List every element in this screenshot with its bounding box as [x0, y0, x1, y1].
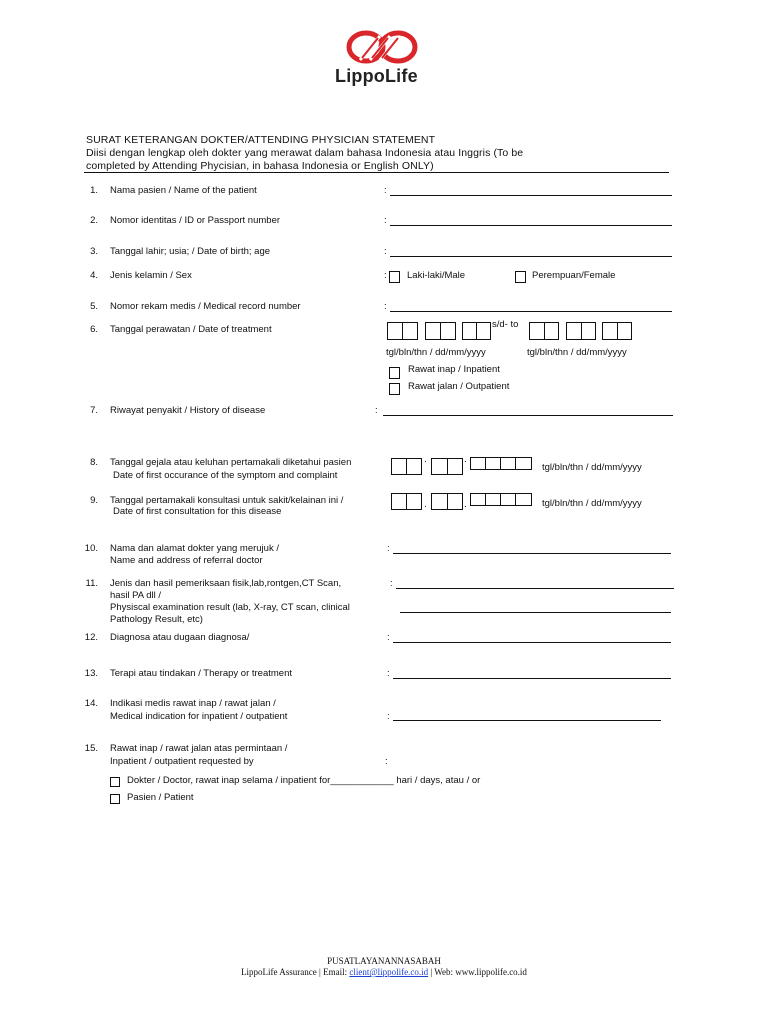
- box-divider: [581, 322, 582, 340]
- brand-name: LippoLife: [335, 66, 418, 86]
- box-divider: [485, 457, 486, 470]
- box-divider: [447, 493, 448, 510]
- examination-result-input-2[interactable]: [400, 612, 671, 613]
- female-checkbox[interactable]: [515, 271, 526, 283]
- instruction-line-2: completed by Attending Phycisian, in bahasa Indonesia or English ONLY): [86, 160, 434, 172]
- box-divider: [500, 457, 501, 470]
- date-separator-dot: .: [464, 499, 467, 510]
- medical-record-input[interactable]: [390, 311, 672, 312]
- box-divider: [515, 493, 516, 506]
- dob-age-input[interactable]: [390, 256, 672, 257]
- date-separator-dot: .: [464, 454, 467, 465]
- female-label: Perempuan/Female: [532, 270, 616, 281]
- field-label-en: Date of first occurance of the symptom and complaint: [113, 470, 338, 481]
- field-label-en: Name and address of referral doctor: [110, 555, 263, 566]
- colon: :: [385, 756, 388, 767]
- colon: :: [375, 405, 378, 416]
- field-label: Riwayat penyakit / History of disease: [110, 405, 266, 416]
- lippo-logo-mark-icon: [346, 30, 418, 64]
- field-number: 3.: [90, 246, 98, 257]
- consultation-year-box[interactable]: [470, 493, 532, 506]
- box-divider: [406, 458, 407, 475]
- field-label-en: Inpatient / outpatient requested by: [110, 756, 254, 767]
- patient-request-label: Pasien / Patient: [127, 792, 194, 803]
- colon: :: [384, 215, 387, 226]
- inpatient-checkbox[interactable]: [389, 367, 400, 379]
- field-number: 10.: [84, 543, 98, 554]
- doctor-request-checkbox[interactable]: [110, 777, 120, 787]
- field-number: 13.: [84, 668, 98, 679]
- header-divider: [84, 172, 669, 173]
- id-number-input[interactable]: [390, 225, 672, 226]
- colon: :: [384, 185, 387, 196]
- date-separator-dot: .: [424, 454, 427, 465]
- examination-result-input-1[interactable]: [396, 588, 674, 589]
- date-format-hint: tgl/bln/thn / dd/mm/yyyy: [542, 498, 642, 509]
- box-divider: [406, 493, 407, 510]
- field-label-line-3: Physiscal examination result (lab, X-ray, CT scan, clinical: [110, 602, 350, 613]
- field-label: Jenis kelamin / Sex: [110, 270, 192, 281]
- box-divider: [447, 458, 448, 475]
- therapy-input[interactable]: [393, 678, 671, 679]
- field-number: 14.: [84, 698, 98, 709]
- outpatient-label: Rawat jalan / Outpatient: [408, 381, 510, 392]
- colon: :: [390, 578, 393, 589]
- field-label: Jenis dan hasil pemeriksaan fisik,lab,rontgen,CT Scan,: [110, 578, 342, 589]
- field-label-en: Date of first consultation for this disease: [113, 506, 282, 517]
- field-label-line-4: Pathology Result, etc): [110, 614, 203, 625]
- diagnosis-input[interactable]: [393, 642, 671, 643]
- colon: :: [387, 711, 390, 722]
- date-format-hint: tgl/bln/thn / dd/mm/yyyy: [527, 347, 627, 358]
- field-number: 2.: [90, 215, 98, 226]
- field-number: 11.: [85, 578, 98, 589]
- date-separator-dot: .: [424, 499, 427, 510]
- date-range-separator: s/d- to: [492, 319, 519, 330]
- footer-company: LippoLife Assurance | Email:: [241, 967, 350, 977]
- date-format-hint: tgl/bln/thn / dd/mm/yyyy: [542, 462, 642, 473]
- field-label: Nama pasien / Name of the patient: [110, 185, 257, 196]
- box-divider: [515, 457, 516, 470]
- outpatient-checkbox[interactable]: [389, 383, 400, 395]
- field-label: Diagnosa atau dugaan diagnosa/: [110, 632, 250, 643]
- field-number: 5.: [90, 301, 98, 312]
- field-label-en: Medical indication for inpatient / outpatient: [110, 711, 288, 722]
- field-label: Tanggal pertamakali konsultasi untuk sakit/kelainan ini /: [110, 495, 344, 506]
- history-of-disease-input[interactable]: [383, 415, 673, 416]
- box-divider: [476, 322, 477, 340]
- footer-web: | Web: www.lippolife.co.id: [428, 967, 527, 977]
- symptom-year-box[interactable]: [470, 457, 532, 470]
- referral-doctor-input[interactable]: [393, 553, 671, 554]
- male-label: Laki-laki/Male: [407, 270, 466, 281]
- field-number: 7.: [90, 405, 98, 416]
- colon: :: [387, 668, 390, 679]
- field-label: Nomor rekam medis / Medical record number: [110, 301, 301, 312]
- box-divider: [440, 322, 441, 340]
- field-number: 8.: [90, 457, 98, 468]
- field-number: 12.: [84, 632, 98, 643]
- footer-contact: [0, 967, 768, 978]
- field-label: Indikasi medis rawat inap / rawat jalan /: [110, 698, 276, 709]
- field-label: Rawat inap / rawat jalan atas permintaan /: [110, 743, 288, 754]
- colon: :: [384, 246, 387, 257]
- field-number: 15.: [84, 743, 98, 754]
- medical-indication-input[interactable]: [393, 720, 661, 721]
- footer-title: PUSATLAYANANNASABAH: [327, 956, 441, 966]
- field-label: Nomor identitas / ID or Passport number: [110, 215, 281, 226]
- colon: :: [387, 632, 390, 643]
- box-divider: [544, 322, 545, 340]
- doctor-request-label: Dokter / Doctor, rawat inap selama / inpatient for____________ hari / days, atau / or: [127, 775, 481, 786]
- company-logo: [346, 30, 418, 64]
- footer-email-link[interactable]: client@lippolife.co.id: [349, 967, 429, 977]
- field-label: Tanggal lahir; usia; / Date of birth; age: [110, 246, 271, 257]
- colon: :: [384, 270, 387, 281]
- field-label: Tanggal gejala atau keluhan pertamakali diketahui pasien: [110, 457, 352, 468]
- colon: :: [384, 301, 387, 312]
- field-number: 9.: [90, 495, 98, 506]
- field-label: Nama dan alamat dokter yang merujuk /: [110, 543, 279, 554]
- box-divider: [485, 493, 486, 506]
- field-label: Tanggal perawatan / Date of treatment: [110, 324, 272, 335]
- patient-name-input[interactable]: [390, 195, 672, 196]
- box-divider: [617, 322, 618, 340]
- field-number: 1.: [90, 185, 98, 196]
- field-label-line-2: hasil PA dll /: [110, 590, 162, 601]
- field-number: 4.: [90, 270, 98, 281]
- box-divider: [500, 493, 501, 506]
- inpatient-label: Rawat inap / Inpatient: [408, 364, 500, 375]
- patient-request-checkbox[interactable]: [110, 794, 120, 804]
- date-format-hint: tgl/bln/thn / dd/mm/yyyy: [386, 347, 486, 358]
- form-title: SURAT KETERANGAN DOKTER/ATTENDING PHYSICIAN STATEMENT: [86, 134, 436, 146]
- field-label: Terapi atau tindakan / Therapy or treatment: [110, 668, 293, 679]
- male-checkbox[interactable]: [389, 271, 400, 283]
- field-number: 6.: [90, 324, 98, 335]
- instruction-line-1: Diisi dengan lengkap oleh dokter yang merawat dalam bahasa Indonesia atau Inggris (To be: [86, 147, 524, 159]
- colon: :: [387, 543, 390, 554]
- box-divider: [402, 322, 403, 340]
